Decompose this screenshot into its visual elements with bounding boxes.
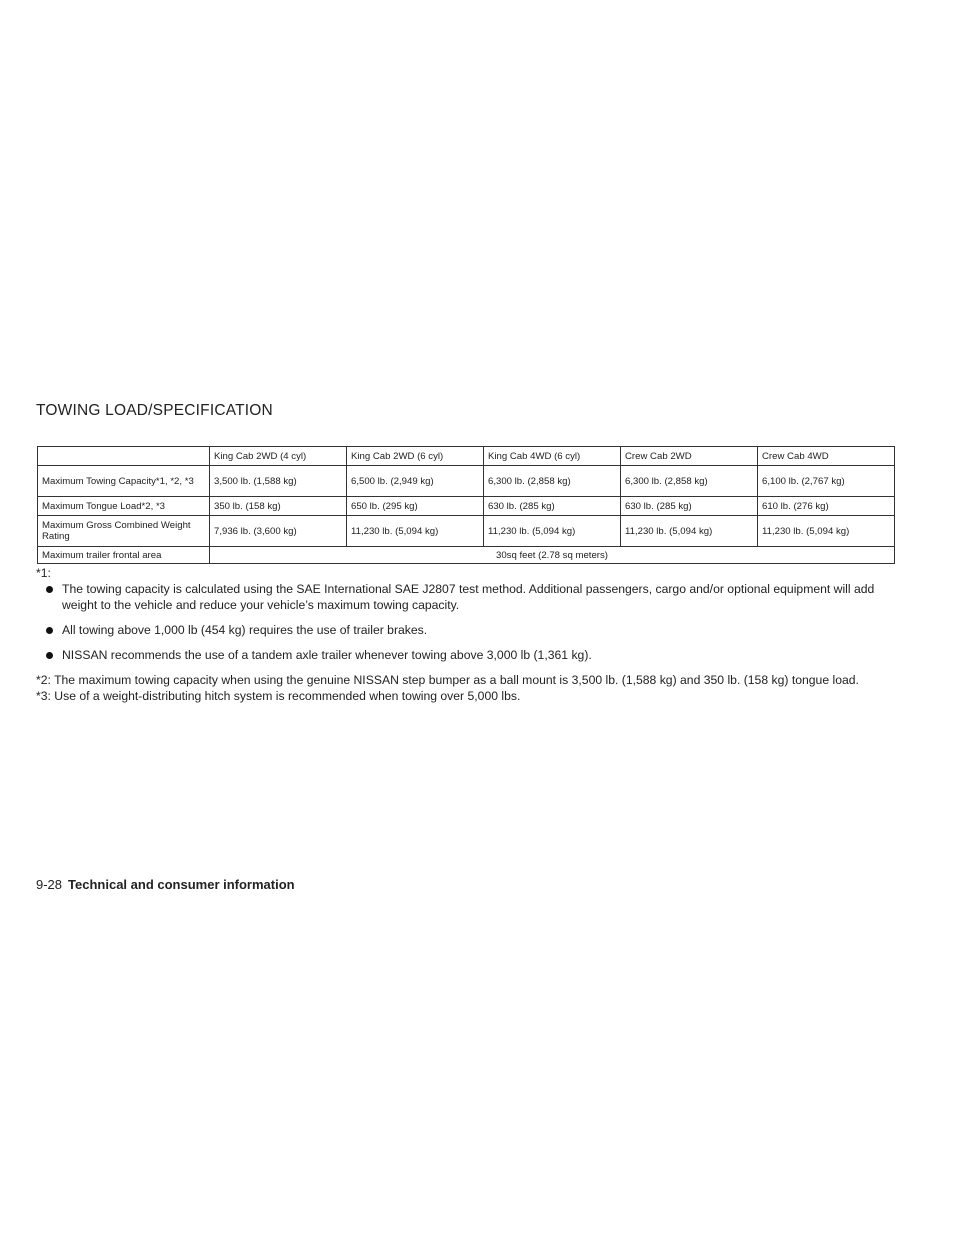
table-cell: 11,230 lb. (5,094 kg) (347, 516, 484, 547)
section-title: TOWING LOAD/SPECIFICATION (36, 402, 273, 419)
table-cell: 11,230 lb. (5,094 kg) (758, 516, 895, 547)
table-cell: 350 lb. (158 kg) (210, 497, 347, 516)
table-cell: 11,230 lb. (5,094 kg) (621, 516, 758, 547)
footnote-3: *3: Use of a weight-distributing hitch system is recommended when towing over 5,000 lbs. (36, 689, 521, 703)
table-cell: 630 lb. (285 kg) (621, 497, 758, 516)
header-cell: King Cab 4WD (6 cyl) (484, 447, 621, 466)
bullet-text: The towing capacity is calculated using the SAE International SAE J2807 test method. Additional passengers, cargo and/or optional equipment will add weight to the vehicle and reduce your vehicle’s maximum towing capacity. (62, 582, 875, 612)
bullet-icon (46, 627, 53, 634)
header-cell (38, 447, 210, 466)
table-cell: 630 lb. (285 kg) (484, 497, 621, 516)
table-cell: 3,500 lb. (1,588 kg) (210, 466, 347, 497)
footnotes (36, 565, 896, 704)
table-cell: 650 lb. (295 kg) (347, 497, 484, 516)
table-cell: 6,100 lb. (2,767 kg) (758, 466, 895, 497)
table-cell: 7,936 lb. (3,600 kg) (210, 516, 347, 547)
header-cell: King Cab 2WD (6 cyl) (347, 447, 484, 466)
table-cell-spanned: 30sq feet (2.78 sq meters) (210, 547, 895, 564)
row-label: Maximum Gross Combined Weight Rating (38, 516, 210, 547)
table-row (38, 516, 895, 547)
row-label: Maximum Tongue Load*2, *3 (38, 497, 210, 516)
list-item (36, 581, 896, 613)
table-header-row (38, 447, 895, 466)
table-cell: 6,300 lb. (2,858 kg) (621, 466, 758, 497)
row-label: Maximum Towing Capacity*1, *2, *3 (38, 466, 210, 497)
footnote-2: *2: The maximum towing capacity when using the genuine NISSAN step bumper as a ball mount is 3,500 lb. (1,588 kg) and 350 lb. (158 kg) tongue load. (36, 673, 859, 687)
page-footer (36, 877, 295, 892)
list-item (36, 622, 896, 638)
table-cell: 6,300 lb. (2,858 kg) (484, 466, 621, 497)
header-cell: Crew Cab 2WD (621, 447, 758, 466)
bullet-text: NISSAN recommends the use of a tandem axle trailer whenever towing above 3,000 lb (1,361 kg). (62, 648, 592, 662)
header-cell: Crew Cab 4WD (758, 447, 895, 466)
bullet-text: All towing above 1,000 lb (454 kg) requires the use of trailer brakes. (62, 623, 428, 637)
table-cell: 610 lb. (276 kg) (758, 497, 895, 516)
list-item (36, 647, 896, 663)
table-cell: 6,500 lb. (2,949 kg) (347, 466, 484, 497)
table-cell: 11,230 lb. (5,094 kg) (484, 516, 621, 547)
table-row (38, 466, 895, 497)
row-label: Maximum trailer frontal area (38, 547, 210, 564)
towing-spec-table (37, 446, 895, 564)
table-row (38, 547, 895, 564)
page-number: 9-28 (36, 877, 63, 892)
section-name: Technical and consumer information (68, 877, 295, 892)
bullet-icon (46, 652, 53, 659)
footnote-1-label: *1: (36, 566, 51, 580)
header-cell: King Cab 2WD (4 cyl) (210, 447, 347, 466)
bullet-icon (46, 586, 53, 593)
table-row (38, 497, 895, 516)
